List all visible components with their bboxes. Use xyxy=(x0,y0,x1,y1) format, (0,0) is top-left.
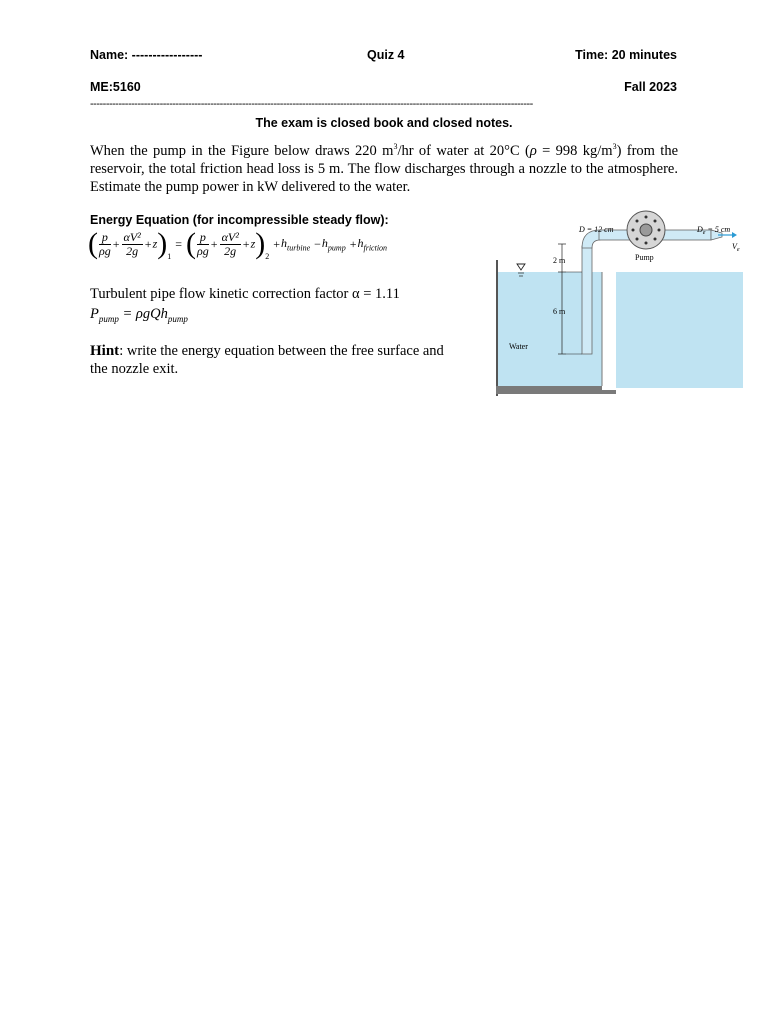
height-label-upper: 2 m xyxy=(553,256,566,265)
term: Fall 2023 xyxy=(624,80,677,94)
header-divider: -------------------------------------------------------------------------------------------------------------------------------------------- xyxy=(90,98,533,110)
pump-label: Pump xyxy=(635,253,654,262)
pump-power-formula: $P_{pump} = \rho gQh_{pump}$ xyxy=(90,306,188,324)
nozzle-diameter-label: $D_e = 5$ cm xyxy=(697,225,731,236)
height-label-lower: 6 m xyxy=(553,307,566,316)
water-label: Water xyxy=(509,342,528,351)
problem-statement: When the pump in the Figure below draws 220 $m^3/hr$ of water at 20°C (ρ = 998 $kg/m^3$) from the reservoir, the total friction head loss is 5 m. The flow discharges through a nozzle to the atmosphere. Estimate the pump power in kW delivered to the water. xyxy=(90,142,678,195)
exit-flow-arrow xyxy=(732,232,737,238)
free-surface-symbol xyxy=(517,264,525,270)
exam-notice: The exam is closed book and closed notes. xyxy=(255,116,513,130)
reservoir-water xyxy=(497,272,743,388)
quiz-title: Quiz 4 xyxy=(367,48,405,62)
time-limit: Time: 20 minutes xyxy=(575,48,677,62)
exit-velocity-label: $V_e$ xyxy=(732,242,740,253)
tank-floor xyxy=(496,386,616,394)
pump-system-figure xyxy=(496,208,744,398)
course-code: ME:5160 xyxy=(90,80,141,94)
name-field-label: Name: ----------------- xyxy=(90,48,203,62)
kinetic-correction-factor: Turbulent pipe flow kinetic correction factor α = 1.11 xyxy=(90,286,400,302)
energy-equation: ( $\frac{p}{\rho g}$ + $\frac{\text{αV²}}{2g}$ $+z)_1$ = ( $\frac{p}{\rho g}$ + $\frac{\text{αV²}}{2g}$ $+z)_2 +h_{turbine} -h_{pump} +h_{friction}$ xyxy=(88,227,388,261)
energy-equation-label: Energy Equation (for incompressible steady flow): xyxy=(90,213,389,227)
pipe-diameter-label: D = 12 cm xyxy=(579,225,614,234)
tank-left-wall xyxy=(496,260,498,396)
tank-right-wall xyxy=(602,272,616,390)
hint: Hint: write the energy equation between the free surface and the nozzle exit. xyxy=(90,343,444,377)
suction-pipe xyxy=(582,246,592,354)
